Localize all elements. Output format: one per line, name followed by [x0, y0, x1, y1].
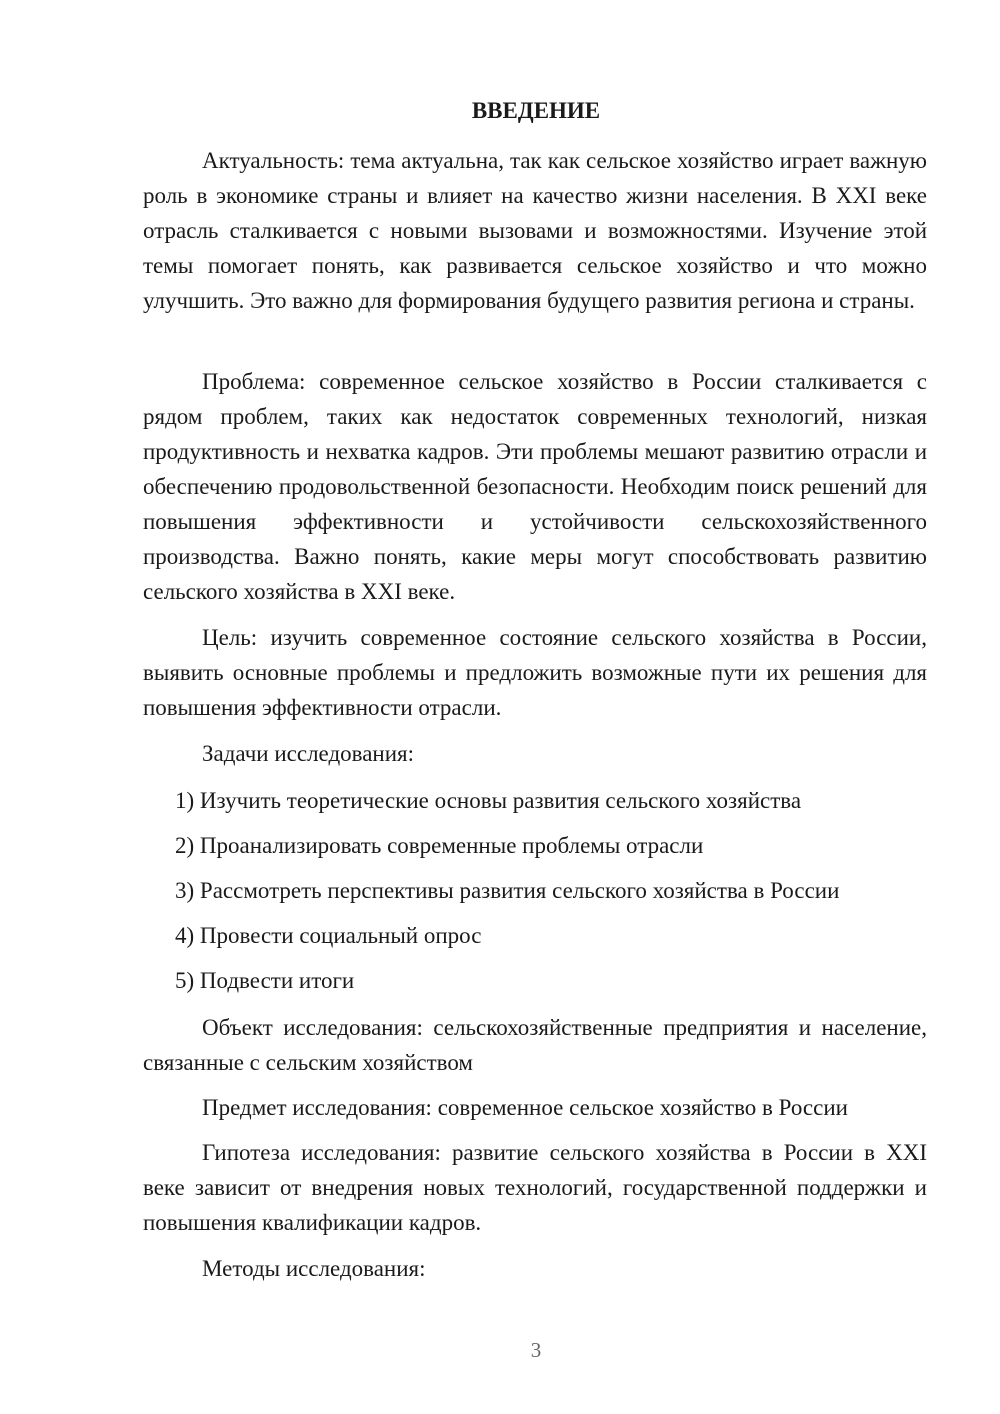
problem-section	[143, 364, 927, 609]
problem-paragraph: Проблема: современное сельское хозяйство в России сталкивается с рядом проблем, таких как недостаток современных технологий, низкая продуктивность и нехватка кадров. Эти проблемы мешают развитию отрасли и обеспечению продовольственной безопасности. Необходим поиск решений для повышения эффективности и устойчивости сельскохозяйственного производства. Важно понять, какие меры могут способствовать развитию сельского хозяйства в XXI веке.	[143, 369, 927, 604]
relevance-paragraph: Актуальность: тема актуальна, так как сельское хозяйство играет важную роль в экономике страны и влияет на качество жизни населения. В XXI веке отрасль сталкивается с новыми вызовами и возможностями. Изучение этой темы помогает понять, как развивается сельское хозяйство и что можно улучшить. Это важно для формирования будущего развития региона и страны.	[143, 148, 927, 313]
methods-heading: Методы исследования:	[202, 1256, 426, 1281]
page-title: ВВЕДЕНИЕ	[471, 98, 601, 123]
task-item: 3) Рассмотреть перспективы развития сельского хозяйства в России	[175, 878, 840, 903]
hypothesis-paragraph: Гипотеза исследования: развитие сельского хозяйства в России в XXI веке зависит от внедрения новых технологий, государственной поддержки и повышения квалификации кадров.	[143, 1140, 927, 1235]
task-item: 1) Изучить теоретические основы развития сельского хозяйства	[175, 788, 802, 813]
relevance-section	[143, 143, 927, 318]
task-item: 5) Подвести итоги	[175, 968, 355, 993]
hypothesis-section	[143, 1135, 927, 1240]
object-section	[143, 1010, 927, 1080]
task-item: 4) Провести социальный опрос	[175, 923, 482, 948]
goal-paragraph: Цель: изучить современное состояние сельского хозяйства в России, выявить основные проблемы и предложить возможные пути их решения для повышения эффективности отрасли.	[143, 625, 927, 720]
page-number: 3	[530, 1338, 542, 1362]
goal-section	[143, 620, 927, 725]
task-item: 2) Проанализировать современные проблемы отрасли	[175, 833, 704, 858]
object-paragraph: Объект исследования: сельскохозяйственные предприятия и население, связанные с сельским хозяйством	[143, 1015, 927, 1075]
subject-line: Предмет исследования: современное сельское хозяйство в России	[202, 1095, 848, 1120]
tasks-heading: Задачи исследования:	[202, 741, 415, 766]
